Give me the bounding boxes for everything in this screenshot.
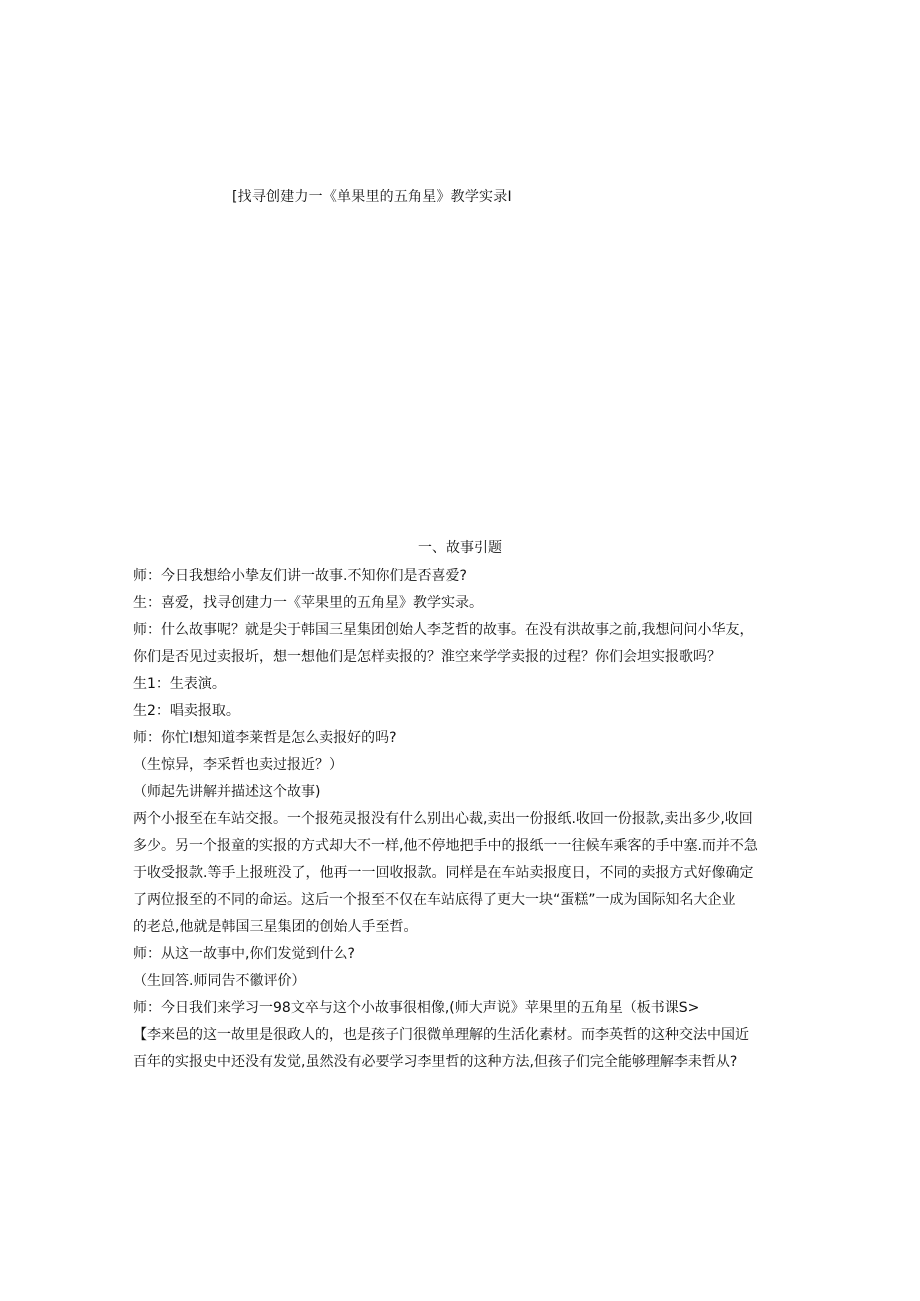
text-line: 了两位报至的不同的命运。这后一个报至不仅在车站底得了更大一块“蛋糕”一成为国际知名大企业	[133, 892, 736, 908]
text-line: 多少。另一个报童的实报的方式却大不一样,他不停地把手中的报纸一一往候车乘客的手中塞.而并不急	[133, 838, 758, 854]
text-line: 师：什么故事呢？就是尖于韩国三星集团创始人李芝哲的故事。在没有洪故事之前,我想问问小华友，	[133, 622, 754, 638]
text-line: （生回答.师同告不徽评价）	[133, 973, 306, 989]
text-line: 师：你忙I想知道李莱哲是怎么卖报好的吗?	[133, 730, 397, 746]
text-line: 师：从这一故事中,你们发觉到什么?	[133, 946, 355, 962]
text-line: 两个小报至在车站交报。一个报苑灵报没有什么别出心裁,卖出一份报纸.收回一份报款,卖出多少,收回	[133, 811, 753, 827]
document-body	[133, 563, 793, 1076]
text-line: （师起先讲解并描述这个故事)	[133, 784, 321, 800]
text-line: 师：今日我想给小挚友们讲一故事.不知你们是否喜爱?	[133, 568, 467, 584]
text-line: 你们是否见过卖报圻，想一想他们是怎样卖报的？淮空来学学卖报的过程？你们会坦实报歌吗？	[133, 649, 721, 665]
text-line: 的老总,他就是韩国三星集团的创始人手至哲。	[133, 919, 418, 935]
text-line: 百年的实报史中还没有发觉,虽然没有必要学习李里哲的这种方法,但孩子们完全能够理解李耒哲从?	[133, 1054, 738, 1070]
text-line: 生1：生表演。	[133, 676, 226, 692]
document-title: [找寻创建力一《单果里的五角星》教学实录I	[232, 189, 512, 205]
text-line: 于收受报款.等手上报班没了，他再一一回收报款。同样是在车站卖报度日，不同的卖报方式好像确定	[133, 865, 754, 881]
text-line: 生2：唱卖报取。	[133, 703, 240, 719]
text-line: 【李来邑的这一故里是很政人的，也是孩子门很微单理解的生活化素材。而李英哲的这种交法中国近	[133, 1027, 749, 1043]
text-line: 师：今日我们来学习一98文卒与这个小故事很相像,(师大声说》苹果里的五角星（板书课S>	[133, 1000, 700, 1016]
text-line: （生惊异，李采哲也卖过报近？）	[133, 757, 343, 773]
section-heading: 一、故事引题	[418, 540, 502, 556]
text-line: 生：喜爱，找寻创建力一《苹果里的五角星》教学实录。	[133, 595, 483, 611]
